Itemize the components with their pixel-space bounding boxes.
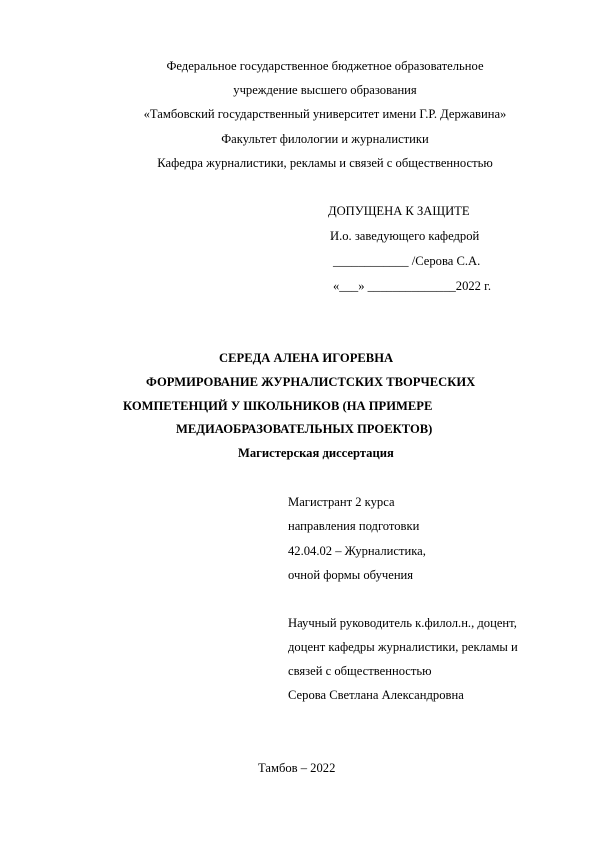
city-year: Тамбов – 2022 <box>258 761 336 775</box>
approval-signature: ____________ /Серова С.А. <box>333 254 481 268</box>
student-line-course: Магистрант 2 курса <box>288 495 395 509</box>
header-line-faculty: Факультет филологии и журналистики <box>221 132 429 146</box>
header-line-institution-type: учреждение высшего образования <box>233 83 417 97</box>
thesis-title-line-2: КОМПЕТЕНЦИЙ У ШКОЛЬНИКОВ (НА ПРИМЕРЕ <box>123 399 433 413</box>
student-line-direction: направления подготовки <box>288 519 420 533</box>
student-line-form: очной формы обучения <box>288 568 414 582</box>
header-line-ministry: Федеральное государственное бюджетное образовательное <box>166 59 484 73</box>
header-line-department: Кафедра журналистики, рекламы и связей с общественностью <box>157 156 493 170</box>
supervisor-name: Серова Светлана Александровна <box>288 688 464 702</box>
supervisor-line-department: связей с общественностью <box>288 664 432 678</box>
approval-role: И.о. заведующего кафедрой <box>330 229 480 243</box>
student-line-specialty: 42.04.02 – Журналистика, <box>288 544 426 558</box>
supervisor-line-position: доцент кафедры журналистики, рекламы и <box>288 640 518 654</box>
author-name: СЕРЕДА АЛЕНА ИГОРЕВНА <box>219 351 394 365</box>
approval-date: «___» ______________2022 г. <box>333 279 492 293</box>
thesis-title-line-3: МЕДИАОБРАЗОВАТЕЛЬНЫХ ПРОЕКТОВ) <box>176 422 433 436</box>
thesis-title-line-1: ФОРМИРОВАНИЕ ЖУРНАЛИСТСКИХ ТВОРЧЕСКИХ <box>146 375 476 389</box>
approval-title: ДОПУЩЕНА К ЗАЩИТЕ <box>328 204 470 218</box>
supervisor-line-title: Научный руководитель к.филол.н., доцент, <box>288 616 517 630</box>
header-line-university: «Тамбовский государственный университет имени Г.Р. Державина» <box>143 107 507 121</box>
thesis-type: Магистерская диссертация <box>238 446 394 460</box>
